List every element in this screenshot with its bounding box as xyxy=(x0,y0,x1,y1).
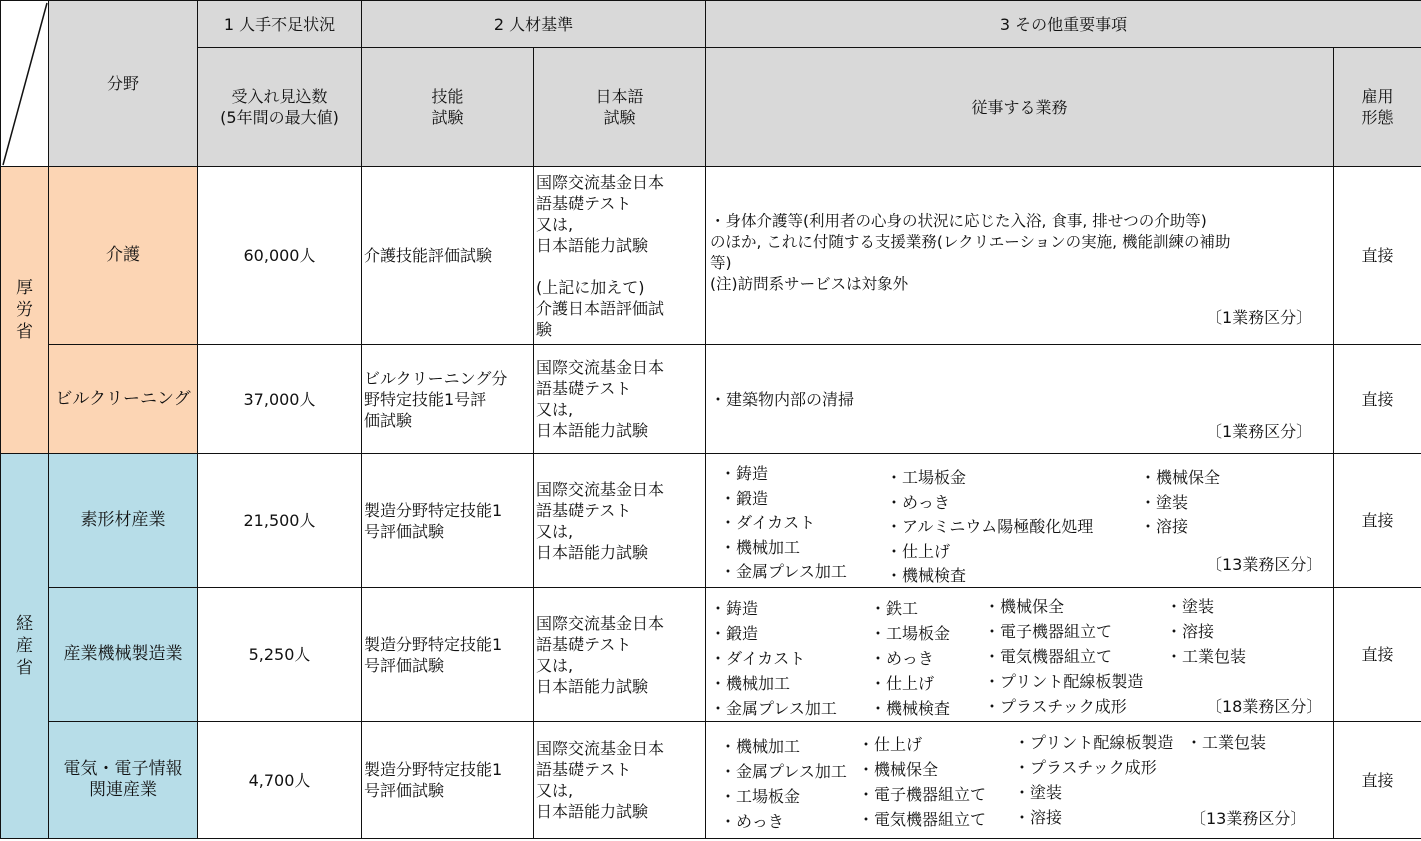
corner-cell xyxy=(1,1,49,167)
employment-cell: 直接 xyxy=(1334,722,1421,839)
header-duties: 従事する業務 xyxy=(706,48,1334,167)
header-acceptance: 受入れ見込数 (5年間の最大値) xyxy=(198,48,362,167)
table-row xyxy=(1,722,1421,839)
field-cell: 介護 xyxy=(49,167,198,345)
header-section2: 2 人材基準 xyxy=(362,1,706,48)
skill-test-cell: 製造分野特定技能1 号評価試験 xyxy=(362,588,534,722)
japanese-test-cell: 国際交流基金日本 語基礎テスト 又は, 日本語能力試験 xyxy=(534,454,706,588)
ministry-mhlw: 厚 労 省 xyxy=(1,167,49,454)
acceptance-cell: 60,000人 xyxy=(198,167,362,345)
japanese-test-cell: 国際交流基金日本 語基礎テスト 又は, 日本語能力試験 xyxy=(534,722,706,839)
skill-test-cell: 介護技能評価試験 xyxy=(362,167,534,345)
duty-count: 〔1業務区分〕 xyxy=(1206,308,1313,327)
employment-cell: 直接 xyxy=(1334,454,1421,588)
employment-cell: 直接 xyxy=(1334,345,1421,454)
japanese-test-cell: 国際交流基金日本 語基礎テスト 又は, 日本語能力試験 xyxy=(534,345,706,454)
field-cell: 産業機械製造業 xyxy=(49,588,198,722)
header-skill-test: 技能 試験 xyxy=(362,48,534,167)
field-cell: ビルクリーニング xyxy=(49,345,198,454)
header-employment: 雇用 形態 xyxy=(1334,48,1421,167)
duties-cell: ・建築物内部の清掃 〔1業務区分〕 xyxy=(706,345,1334,454)
table-row xyxy=(1,454,1421,588)
duty-count: 〔13業務区分〕 xyxy=(1206,555,1323,574)
table-row xyxy=(1,167,1421,345)
duties-cell: ・鋳造 ・鍛造 ・ダイカスト ・機械加工 ・金属プレス加工 ・鉄工 ・工場板金 ・めっき ・仕上げ ・機械検査 ・機械保全 ・電子機器組立て ・電気機器組立て ・プリント配線板製造 ・プラスチック成形 ・塗装 ・溶接 ・工業包装 〔18業務区分〕 xyxy=(706,588,1334,722)
duty-count: 〔13業務区分〕 xyxy=(1190,809,1307,828)
header-section3: 3 その他重要事項 xyxy=(706,1,1421,48)
skill-test-cell: ビルクリーニング分 野特定技能1号評 価試験 xyxy=(362,345,534,454)
employment-cell: 直接 xyxy=(1334,588,1421,722)
duties-cell: ・身体介護等(利用者の心身の状況に応じた入浴, 食事, 排せつの介助等) のほか, これに付随する支援業務(レクリエーションの実施, 機能訓練の補助 等) (注)訪問系サービスは対象外 〔1業務区分〕 xyxy=(706,167,1334,345)
header-section1: 1 人手不足状況 xyxy=(198,1,362,48)
table-row xyxy=(1,345,1421,454)
acceptance-cell: 37,000人 xyxy=(198,345,362,454)
duties-cell: ・鋳造 ・鍛造 ・ダイカスト ・機械加工 ・金属プレス加工 ・工場板金 ・めっき ・アルミニウム陽極酸化処理 ・仕上げ ・機械検査 ・機械保全 ・塗装 ・溶接 〔13業務区分〕 xyxy=(706,454,1334,588)
japanese-test-cell: 国際交流基金日本 語基礎テスト 又は, 日本語能力試験 (上記に加えて) 介護日本語評価試 験 xyxy=(534,167,706,345)
diagonal-line xyxy=(1,1,49,167)
field-cell: 電気・電子情報 関連産業 xyxy=(49,722,198,839)
acceptance-cell: 21,500人 xyxy=(198,454,362,588)
skill-test-cell: 製造分野特定技能1 号評価試験 xyxy=(362,722,534,839)
table-row xyxy=(1,588,1421,722)
duty-count: 〔18業務区分〕 xyxy=(1206,697,1323,716)
skill-test-cell: 製造分野特定技能1 号評価試験 xyxy=(362,454,534,588)
ministry-meti: 経 産 省 xyxy=(1,454,49,839)
field-cell: 素形材産業 xyxy=(49,454,198,588)
duties-cell: ・機械加工 ・金属プレス加工 ・工場板金 ・めっき ・仕上げ ・機械保全 ・電子機器組立て ・電気機器組立て ・プリント配線板製造 ・プラスチック成形 ・塗装 ・溶接 ・工業包装 〔13業務区分〕 xyxy=(706,722,1334,839)
acceptance-cell: 5,250人 xyxy=(198,588,362,722)
acceptance-cell: 4,700人 xyxy=(198,722,362,839)
header-japanese-test: 日本語 試験 xyxy=(534,48,706,167)
employment-cell: 直接 xyxy=(1334,167,1421,345)
header-field: 分野 xyxy=(49,1,198,167)
duty-count: 〔1業務区分〕 xyxy=(1206,422,1313,441)
japanese-test-cell: 国際交流基金日本 語基礎テスト 又は, 日本語能力試験 xyxy=(534,588,706,722)
